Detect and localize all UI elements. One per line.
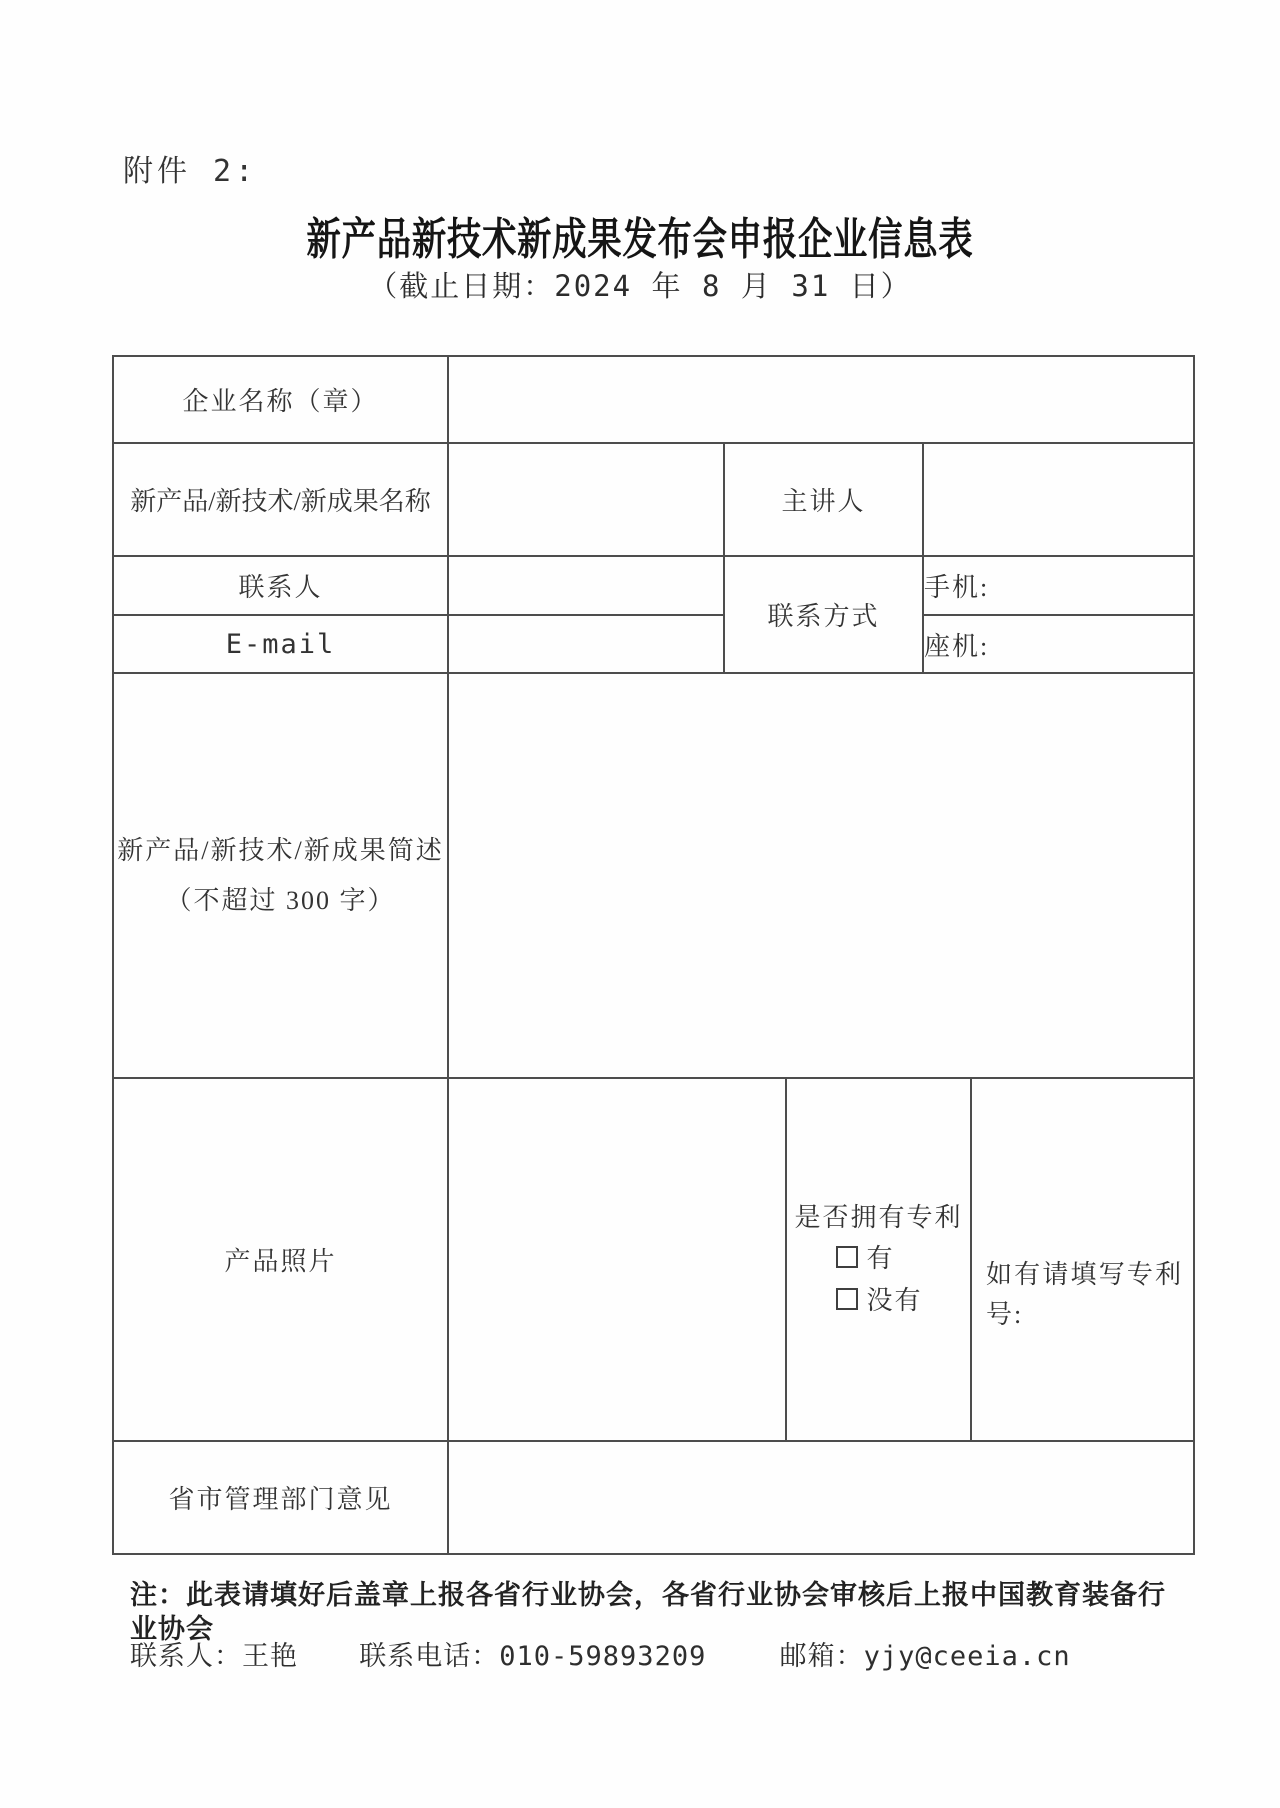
footer-contact-phone: 联系电话：010-59893209 bbox=[359, 1641, 707, 1672]
authority-opinion-input-cell bbox=[448, 1441, 1194, 1554]
row-contact-person bbox=[113, 556, 1194, 615]
summary-label-line2: （不超过 300 字） bbox=[165, 885, 396, 915]
row-summary bbox=[113, 673, 1194, 1078]
photo-label: 产品照片 bbox=[113, 1078, 448, 1441]
footer-contact-email: 邮箱：yjy@ceeia.cn bbox=[779, 1641, 1071, 1672]
photo-input-cell bbox=[448, 1078, 786, 1441]
row-company-name bbox=[113, 356, 1194, 443]
deadline-subtitle: （截止日期：2024 年 8 月 31 日） bbox=[368, 269, 912, 303]
company-name-input-cell bbox=[448, 356, 1194, 443]
row-photo-patent bbox=[113, 1078, 1194, 1441]
patent-question-label: 是否拥有专利 bbox=[794, 1202, 963, 1232]
patent-no-label: 没有 bbox=[866, 1285, 923, 1315]
row-email bbox=[113, 615, 1194, 673]
attachment-label: 附件 2: bbox=[123, 154, 258, 189]
product-name-label: 新产品/新技术/新成果名称 bbox=[113, 443, 448, 556]
email-input-cell bbox=[448, 615, 724, 673]
patent-cell bbox=[786, 1078, 971, 1441]
row-product-name bbox=[113, 443, 1194, 556]
summary-label-line1: 新产品/新技术/新成果简述 bbox=[117, 835, 444, 865]
patent-yes-label: 有 bbox=[866, 1243, 895, 1273]
contact-person-input-cell bbox=[448, 556, 724, 615]
patent-number-hint: 如有请填写专利号: bbox=[986, 1259, 1184, 1329]
footer-contact-line bbox=[130, 1634, 1190, 1673]
product-name-input-cell bbox=[448, 443, 724, 556]
patent-number-cell bbox=[971, 1078, 1194, 1441]
presenter-label: 主讲人 bbox=[724, 443, 923, 556]
contact-person-label: 联系人 bbox=[113, 556, 448, 615]
presenter-input-cell bbox=[923, 443, 1194, 556]
row-authority-opinion bbox=[113, 1441, 1194, 1554]
landline-cell: 座机: bbox=[923, 615, 1194, 673]
patent-option-yes bbox=[834, 1238, 922, 1280]
summary-input-cell bbox=[448, 673, 1194, 1078]
footer-note: 注：此表请填好后盖章上报各省行业协会，各省行业协会审核后上报中国教育装备行业协会 bbox=[130, 1580, 1166, 1644]
company-name-label: 企业名称（章） bbox=[113, 356, 448, 443]
email-label: E-mail bbox=[113, 615, 448, 673]
checkbox-no-icon bbox=[836, 1288, 858, 1310]
mobile-cell: 手机: bbox=[923, 556, 1194, 615]
footer-contact-person: 联系人：王艳 bbox=[130, 1641, 298, 1672]
checkbox-yes-icon bbox=[836, 1246, 858, 1268]
application-form-table bbox=[112, 355, 1195, 1555]
authority-opinion-label: 省市管理部门意见 bbox=[113, 1441, 448, 1554]
patent-option-no bbox=[834, 1280, 922, 1322]
page-title: 新产品新技术新成果发布会申报企业信息表 bbox=[306, 215, 974, 264]
summary-label bbox=[113, 673, 448, 1078]
patent-options bbox=[834, 1238, 922, 1322]
contact-method-label: 联系方式 bbox=[724, 556, 923, 673]
